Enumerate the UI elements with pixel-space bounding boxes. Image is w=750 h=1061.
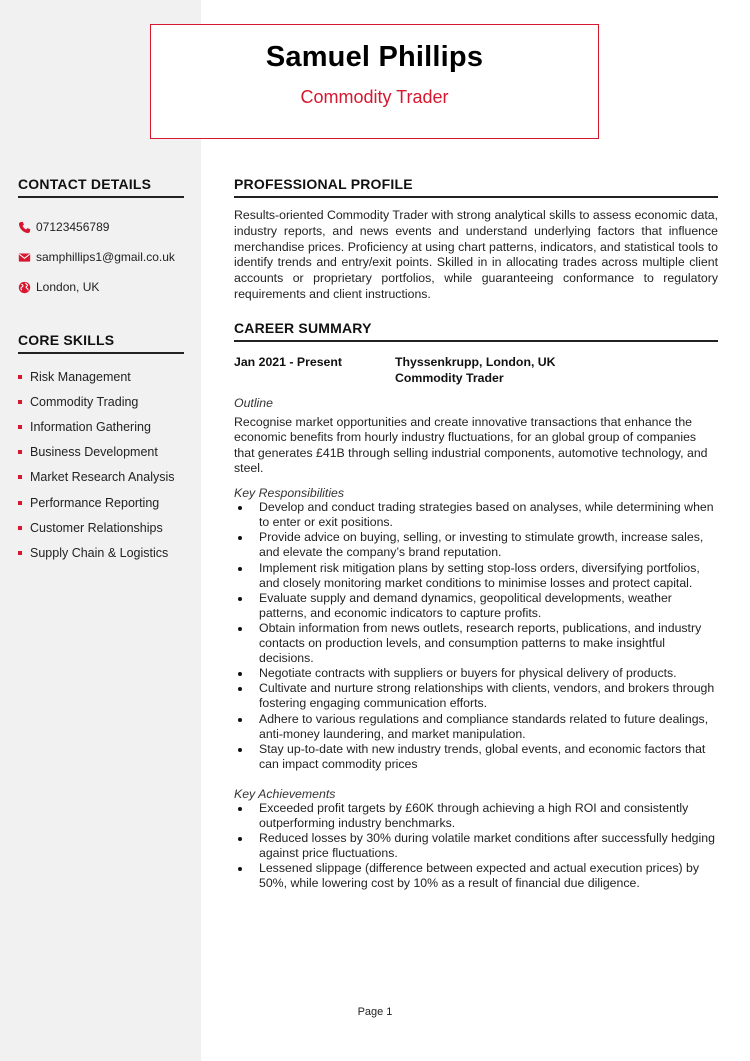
list-item (234, 712, 718, 742)
job-role: Commodity Trader (395, 370, 504, 385)
skill-label: Commodity Trading (30, 394, 139, 409)
skill-bullet (18, 400, 22, 404)
skill-bullet (18, 475, 22, 479)
achievement-text: Exceeded profit targets by £60K through achieving a high ROI and consistently outperforming industry benchmarks. (259, 800, 689, 830)
job-header (234, 355, 718, 386)
skill-item (18, 540, 184, 565)
responsibility-text: Adhere to various regulations and compliance standards related to future dealings, anti-money laundering, and market manipulation. (259, 711, 709, 741)
skill-label: Performance Reporting (30, 495, 160, 510)
bullet-dot (238, 748, 242, 752)
responsibilities-label: Key Responsibilities (234, 486, 345, 501)
contact-location (18, 272, 184, 302)
skill-label: Market Research Analysis (30, 470, 175, 485)
skill-bullet (18, 526, 22, 530)
bullet-dot (238, 536, 242, 540)
job-company: Thyssenkrupp, London, UK (395, 355, 556, 369)
skill-label: Customer Relationships (30, 520, 163, 535)
skill-bullet (18, 375, 22, 379)
responsibility-text: Stay up-to-date with new industry trends, global events, and economic factors that can impact commodity prices (259, 741, 706, 771)
skill-item (18, 440, 184, 465)
candidate-name: Samuel Phillips (265, 41, 484, 73)
contact-phone-text: 07123456789 (36, 220, 110, 234)
skill-item (18, 389, 184, 414)
job-dates: Jan 2021 - Present (234, 355, 343, 369)
responsibility-text: Provide advice on buying, selling, or investing to stimulate growth, increase sales, and elevate the company’s brand reputation. (259, 530, 704, 560)
career-section (234, 320, 718, 891)
responsibility-text: Negotiate contracts with suppliers or buyers for physical delivery of products. (259, 666, 677, 681)
bullet-dot (238, 627, 242, 631)
list-item (234, 831, 718, 861)
career-heading: CAREER SUMMARY (234, 320, 718, 342)
header-box (150, 24, 599, 139)
skill-bullet (18, 551, 22, 555)
skill-item (18, 515, 184, 540)
phone-icon (18, 221, 31, 234)
skill-bullet (18, 425, 22, 429)
bullet-dot (238, 837, 242, 841)
bullet-dot (238, 807, 242, 811)
bullet-dot (238, 506, 242, 510)
list-item (234, 530, 718, 560)
page-number: Page 1 (357, 1006, 393, 1018)
bullet-dot (238, 672, 242, 676)
skill-label: Business Development (30, 445, 158, 460)
achievements-label: Key Achievements (234, 786, 336, 801)
contact-list (18, 212, 184, 302)
responsibility-text: Evaluate supply and demand dynamics, geopolitical developments, weather patterns, and economic indicators to capture profits. (259, 590, 672, 620)
skill-item (18, 490, 184, 515)
achievements-list (234, 801, 718, 892)
skills-section (18, 332, 184, 566)
list-item (234, 681, 718, 711)
profile-section (234, 176, 718, 303)
list-item (234, 621, 718, 666)
list-item (234, 801, 718, 831)
skill-bullet (18, 450, 22, 454)
list-item (234, 591, 718, 621)
responsibility-text: Cultivate and nurture strong relationships with clients, vendors, and brokers through fostering engaging communication efforts. (259, 681, 715, 711)
skills-heading: CORE SKILLS (18, 332, 184, 354)
skill-item (18, 465, 184, 490)
outline-text: Recognise market opportunities and create innovative transactions that enhance the economic benefits from hourly industry fluctuations, for an global group of companies that generates £41B through selling industrial components, automotive technology, and steel. (234, 415, 708, 475)
job-employer (395, 355, 556, 386)
contact-email[interactable] (18, 242, 184, 272)
list-item (234, 561, 718, 591)
bullet-dot (238, 567, 242, 571)
achievement-text: Lessened slippage (difference between expected and actual execution prices) by 50%, while lowering cost by 10% as a result of financial due diligence. (259, 861, 700, 891)
bullet-dot (238, 687, 242, 691)
bullet-dot (238, 718, 242, 722)
responsibility-text: Obtain information from news outlets, research reports, publications, and industry contacts on production levels, and consumption patterns to make insightful decisions. (259, 620, 702, 666)
profile-heading: PROFESSIONAL PROFILE (234, 176, 718, 198)
skills-list (18, 364, 184, 566)
skill-label: Supply Chain & Logistics (30, 545, 169, 560)
globe-icon (18, 281, 31, 294)
skill-item (18, 364, 184, 389)
skill-bullet (18, 501, 22, 505)
bullet-dot (238, 867, 242, 871)
bullet-dot (238, 597, 242, 601)
contact-email-text: samphillips1@gmail.co.uk (36, 250, 175, 264)
candidate-title: Commodity Trader (300, 87, 449, 107)
contact-section (18, 176, 184, 302)
list-item (234, 666, 718, 681)
contact-phone[interactable] (18, 212, 184, 242)
achievement-text: Reduced losses by 30% during volatile market conditions after successfully hedging against price fluctuations. (259, 831, 715, 861)
list-item (234, 742, 718, 772)
responsibility-text: Implement risk mitigation plans by setting stop-loss orders, diversifying portfolios, and closely monitoring market conditions to minimise losses and protect capital. (259, 560, 700, 590)
profile-text: Results-oriented Commodity Trader with strong analytical skills to assess economic data, industry reports, and news events and understand underlying factors that influence merchandise prices. Proficiency at using chart patterns, indicators, and statistical tools to identify trends and entry/exit points. Skilled in in allocating trades across multiple client accounts or proprietary portfolios, while guaranteeing conformance to regulatory requirements and client instructions. (234, 208, 718, 301)
skill-label: Risk Management (30, 369, 131, 384)
skill-item (18, 414, 184, 439)
skill-label: Information Gathering (30, 419, 151, 434)
contact-location-text: London, UK (36, 280, 100, 294)
outline-label: Outline (234, 396, 273, 410)
contact-heading: CONTACT DETAILS (18, 176, 184, 198)
list-item (234, 500, 718, 530)
list-item (234, 861, 718, 891)
responsibility-text: Develop and conduct trading strategies based on analyses, while determining when to enter or exit positions. (259, 500, 714, 530)
email-icon (18, 251, 31, 264)
responsibilities-list (234, 500, 718, 772)
